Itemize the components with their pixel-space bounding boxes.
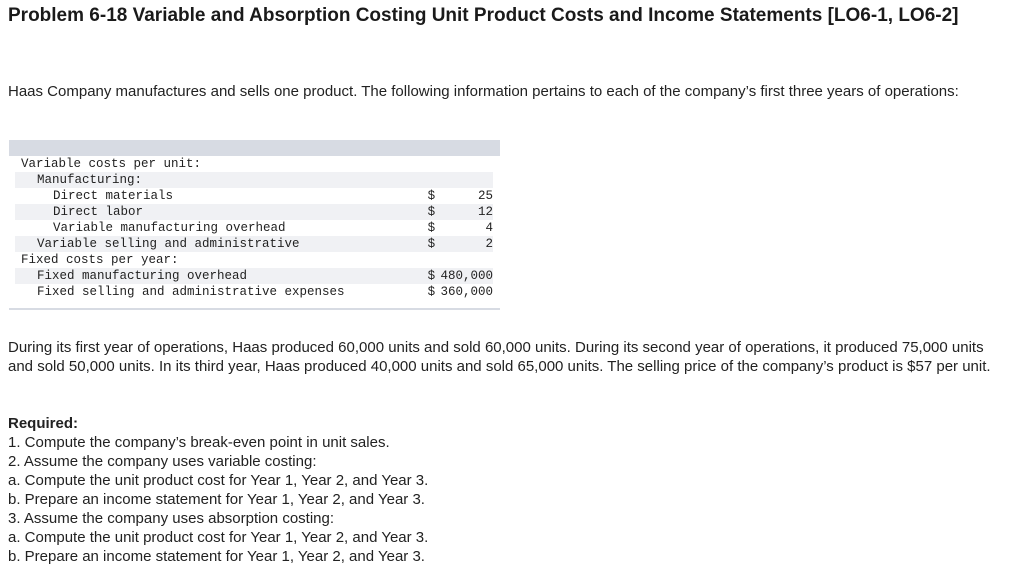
row-label: Variable selling and administrative (15, 236, 428, 252)
row-currency: $ (427, 221, 436, 235)
row-currency (428, 172, 441, 188)
required-item: b. Prepare an income statement for Year 1, Year 2, and Year 3. (8, 548, 425, 565)
row-value (440, 156, 493, 172)
row-label: Variable costs per unit: (21, 157, 202, 171)
table-header-bar (9, 140, 500, 156)
row-value: 360,000 (440, 285, 493, 299)
table-row (15, 284, 493, 300)
required-item: 3. Assume the company uses absorption costing: (8, 510, 335, 527)
cost-data-table (9, 140, 500, 310)
row-value (440, 172, 493, 188)
row-value: 25 (477, 189, 493, 203)
required-section (8, 414, 1008, 566)
required-item: a. Compute the unit product cost for Year 1, Year 2, and Year 3. (8, 472, 429, 489)
table-row (15, 172, 493, 188)
required-heading: Required: (8, 415, 79, 432)
table-row (15, 252, 493, 268)
table-row (15, 156, 493, 172)
table-row (15, 268, 493, 284)
table-row (15, 220, 493, 236)
row-value (440, 252, 493, 268)
row-currency: $ (427, 285, 436, 299)
problem-title: Problem 6-18 Variable and Absorption Costing Unit Product Costs and Income Statements [LO6-1, LO6-2] (8, 5, 959, 26)
row-value: 12 (440, 204, 493, 220)
row-label: Variable manufacturing overhead (53, 221, 286, 235)
row-label: Direct materials (53, 189, 174, 203)
required-item: a. Compute the unit product cost for Year 1, Year 2, and Year 3. (8, 529, 429, 546)
row-label: Fixed manufacturing overhead (15, 268, 428, 284)
row-label: Fixed selling and administrative expenses (37, 285, 345, 299)
row-currency: $ (428, 204, 441, 220)
row-value: 4 (485, 221, 493, 235)
row-value: 2 (440, 236, 493, 252)
required-item: b. Prepare an income statement for Year 1, Year 2, and Year 3. (8, 491, 425, 508)
row-currency (428, 156, 441, 172)
row-currency: $ (428, 268, 441, 284)
required-item: 2. Assume the company uses variable costing: (8, 453, 317, 470)
row-currency (428, 252, 441, 268)
table-row (15, 204, 493, 220)
table-bottom-rule (9, 308, 500, 310)
row-label: Direct labor (15, 204, 428, 220)
table-row (15, 236, 493, 252)
row-value: 480,000 (440, 269, 493, 283)
intro-text: Haas Company manufactures and sells one product. The following information pertains to each of the company’s first three years of operations: (8, 83, 959, 100)
required-item: 1. Compute the company’s break-even point in unit sales. (8, 434, 390, 451)
table-row (15, 188, 493, 204)
row-currency: $ (427, 189, 436, 203)
cost-table (15, 156, 493, 300)
row-currency: $ (428, 236, 441, 252)
production-paragraph: During its first year of operations, Haas produced 60,000 units and sold 60,000 units. During its second year of operations, it produced 75,000 units and sold 50,000 units. In its third year, Haas produced 40,000 units and sold 65,000 units. The selling price of the company’s product is $57 per unit. (8, 339, 991, 375)
row-label: Fixed costs per year: (21, 253, 179, 267)
row-label: Manufacturing: (15, 172, 428, 188)
